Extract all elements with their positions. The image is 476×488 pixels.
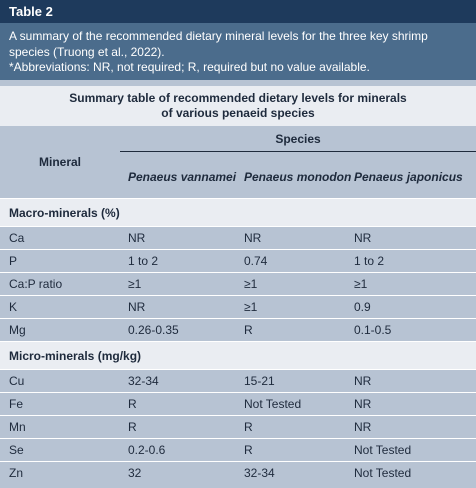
section-header: Macro-minerals (%) (0, 198, 476, 226)
value-cell: ≥1 (128, 277, 142, 291)
value-cell: 0.9 (354, 300, 371, 314)
mineral-name-cell: Mn (9, 420, 26, 434)
value-cell: NR (128, 231, 146, 245)
header-divider (120, 151, 476, 152)
species-column-header: Penaeus japonicus (354, 170, 463, 184)
table-row (0, 438, 476, 461)
value-cell: NR (354, 374, 372, 388)
summary-line: A summary of the recommended dietary mineral levels for the three key shrimp (9, 29, 428, 43)
value-cell: 1 to 2 (128, 254, 159, 268)
mineral-name-cell: Ca:P ratio (9, 277, 63, 291)
value-cell: R (244, 443, 253, 457)
table-row (0, 295, 476, 318)
mineral-name-cell: P (9, 254, 18, 268)
table-summary (0, 23, 476, 80)
mineral-name-cell: Mg (9, 323, 26, 337)
section-header: Micro-minerals (mg/kg) (0, 341, 476, 369)
mineral-name-cell: Fe (9, 397, 24, 411)
abbreviations-note: *Abbreviations: NR, not required; R, required but no value available. (9, 60, 370, 74)
species-column-header: Penaeus monodon (244, 170, 352, 184)
value-cell: NR (354, 397, 372, 411)
mineral-name-cell: Se (9, 443, 24, 457)
mineral-name-cell: Cu (9, 374, 25, 388)
value-cell: 0.2-0.6 (128, 443, 166, 457)
value-cell: 0.74 (244, 254, 268, 268)
table-heading-line: Summary table of recommended dietary levels for minerals (69, 91, 407, 105)
value-cell: NR (354, 420, 372, 434)
value-cell: 0.26-0.35 (128, 323, 179, 337)
species-column-header: Penaeus vannamei (128, 170, 237, 184)
value-cell: Not Tested (354, 443, 412, 457)
value-cell: NR (244, 231, 262, 245)
table-row (0, 272, 476, 295)
value-cell: R (244, 323, 253, 337)
table-row (0, 461, 476, 484)
value-cell: NR (128, 300, 146, 314)
table-row (0, 226, 476, 249)
mineral-header: Mineral (38, 155, 81, 169)
column-header (0, 126, 476, 198)
table-title: Table 2 (0, 0, 476, 23)
table-row (0, 415, 476, 438)
value-cell: 32-34 (128, 374, 159, 388)
value-cell: 15-21 (244, 374, 275, 388)
table-row (0, 249, 476, 272)
value-cell: Not Tested (354, 466, 412, 480)
value-cell: R (128, 397, 137, 411)
table-row (0, 369, 476, 392)
value-cell: 1 to 2 (354, 254, 385, 268)
table-heading (0, 86, 476, 126)
species-header: Species (275, 132, 321, 146)
mineral-name-cell: K (9, 300, 18, 314)
value-cell: NR (354, 231, 372, 245)
value-cell: R (244, 420, 253, 434)
value-cell: 32-34 (244, 466, 275, 480)
value-cell: ≥1 (244, 300, 258, 314)
value-cell: Not Tested (244, 397, 302, 411)
table-row (0, 392, 476, 415)
mineral-name-cell: Zn (9, 466, 24, 480)
value-cell: 0.1-0.5 (354, 323, 392, 337)
table-row (0, 318, 476, 341)
mineral-name-cell: Ca (9, 231, 25, 245)
value-cell: R (128, 420, 137, 434)
value-cell: 32 (128, 466, 142, 480)
value-cell: ≥1 (354, 277, 368, 291)
table-heading-line: of various penaeid species (161, 106, 315, 120)
summary-line: species (Truong et al., 2022). (9, 44, 165, 59)
value-cell: ≥1 (244, 277, 258, 291)
